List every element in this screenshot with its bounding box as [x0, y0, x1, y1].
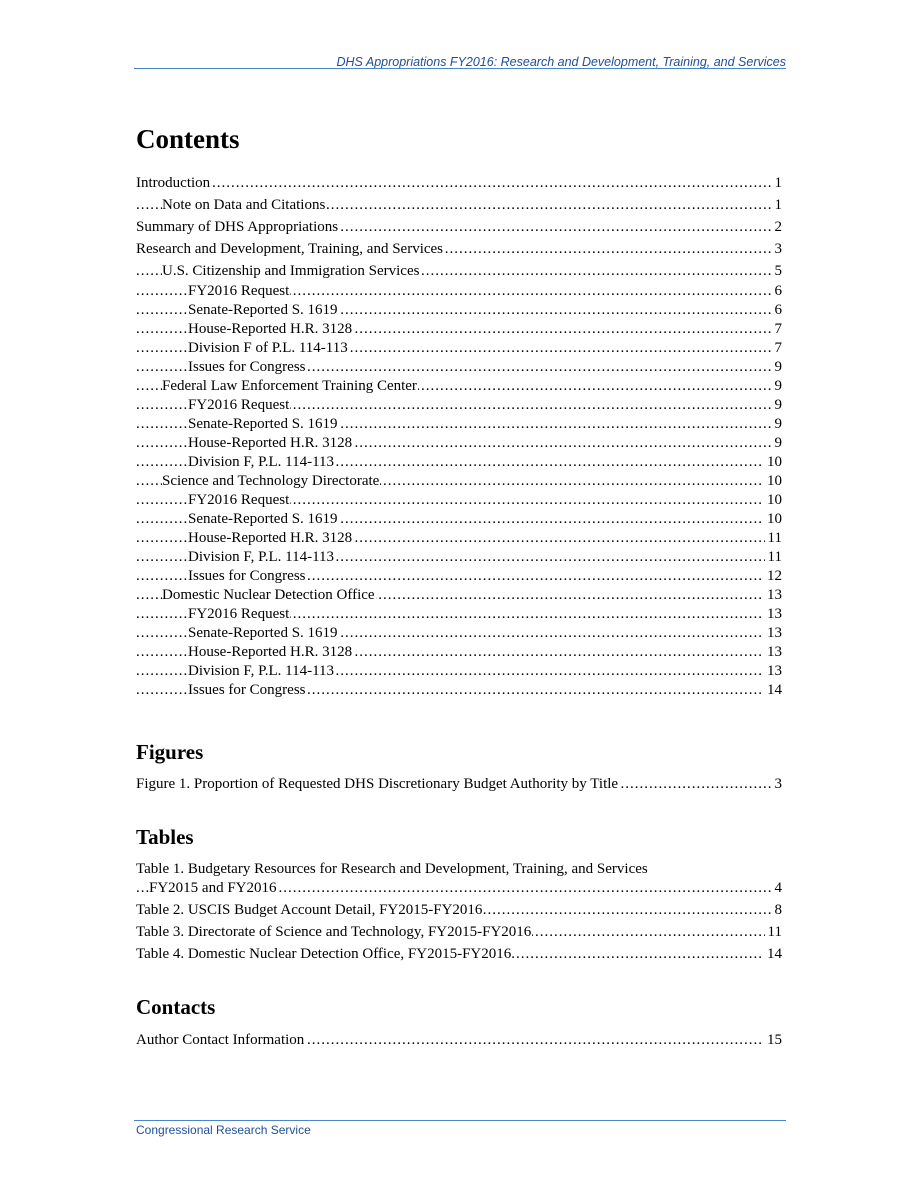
toc-entry[interactable]: FY2016 Request 10 .....	[136, 491, 782, 510]
table-entry[interactable]: FY2015 and FY2016 4 .....	[136, 879, 782, 901]
header-rule	[134, 68, 786, 69]
toc-entry[interactable]: FY2016 Request 13 .....	[136, 605, 782, 624]
footer-rule	[134, 1120, 786, 1121]
contents-title: Contents	[136, 124, 240, 154]
footer-org: Congressional Research Service	[136, 1123, 311, 1137]
toc-entry[interactable]: Issues for Congress 12 .....	[136, 567, 782, 586]
contents-list	[136, 174, 782, 700]
toc-entry[interactable]: Senate-Reported S. 1619 9 .....	[136, 415, 782, 434]
running-header: DHS Appropriations FY2016: Research and Development, Training, and Services	[336, 55, 786, 69]
toc-entry[interactable]: House-Reported H.R. 3128 11 .....	[136, 529, 782, 548]
figure-entry[interactable]: Figure 1. Proportion of Requested DHS Discretionary Budget Authority by Title 3 .....	[136, 775, 782, 794]
toc-entry[interactable]: Senate-Reported S. 1619 13 .....	[136, 624, 782, 643]
toc-entry[interactable]: FY2016 Request 6 .....	[136, 282, 782, 301]
toc-entry[interactable]: FY2016 Request 9 .....	[136, 396, 782, 415]
toc-entry[interactable]: Introduction 1 .....	[136, 174, 782, 196]
tables-heading: Tables	[136, 825, 194, 849]
toc-entry[interactable]: Science and Technology Directorate 10 .....	[136, 472, 782, 491]
table-entry[interactable]: Table 3. Directorate of Science and Technology, FY2015-FY2016 11 .....	[136, 923, 782, 945]
table-entry-line1[interactable]: Table 1. Budgetary Resources for Research and Development, Training, and Services	[136, 861, 648, 877]
toc-entry[interactable]: Issues for Congress 9 .....	[136, 358, 782, 377]
contacts-list	[136, 1031, 782, 1050]
figures-list	[136, 775, 782, 794]
toc-entry[interactable]: House-Reported H.R. 3128 7 .....	[136, 320, 782, 339]
toc-entry[interactable]: Division F, P.L. 114-113 13 .....	[136, 662, 782, 681]
contact-entry[interactable]: Author Contact Information 15 .....	[136, 1031, 782, 1050]
toc-entry[interactable]: House-Reported H.R. 3128 9 .....	[136, 434, 782, 453]
table-entry[interactable]: Table 4. Domestic Nuclear Detection Office, FY2015-FY2016 14 .....	[136, 945, 782, 964]
toc-entry[interactable]: Note on Data and Citations 1 .....	[136, 196, 782, 218]
toc-entry[interactable]: Issues for Congress 14 .....	[136, 681, 782, 700]
toc-entry[interactable]: Domestic Nuclear Detection Office 13 .....	[136, 586, 782, 605]
toc-entry[interactable]: Summary of DHS Appropriations 2 .....	[136, 218, 782, 240]
toc-entry[interactable]: U.S. Citizenship and Immigration Services 5 .....	[136, 262, 782, 282]
toc-entry[interactable]: Senate-Reported S. 1619 6 .....	[136, 301, 782, 320]
toc-entry[interactable]: Research and Development, Training, and Services 3 .....	[136, 240, 782, 262]
toc-entry[interactable]: Senate-Reported S. 1619 10 .....	[136, 510, 782, 529]
toc-entry[interactable]: Division F, P.L. 114-113 10 .....	[136, 453, 782, 472]
table-entry[interactable]: Table 2. USCIS Budget Account Detail, FY2015-FY2016 8 .....	[136, 901, 782, 923]
tables-list	[136, 860, 782, 964]
toc-entry[interactable]: House-Reported H.R. 3128 13 .....	[136, 643, 782, 662]
figures-heading: Figures	[136, 740, 204, 764]
toc-entry[interactable]: Division F of P.L. 114-113 7 .....	[136, 339, 782, 358]
contacts-heading: Contacts	[136, 995, 216, 1019]
toc-entry[interactable]: Division F, P.L. 114-113 11 .....	[136, 548, 782, 567]
toc-entry[interactable]: Federal Law Enforcement Training Center 9 .....	[136, 377, 782, 396]
